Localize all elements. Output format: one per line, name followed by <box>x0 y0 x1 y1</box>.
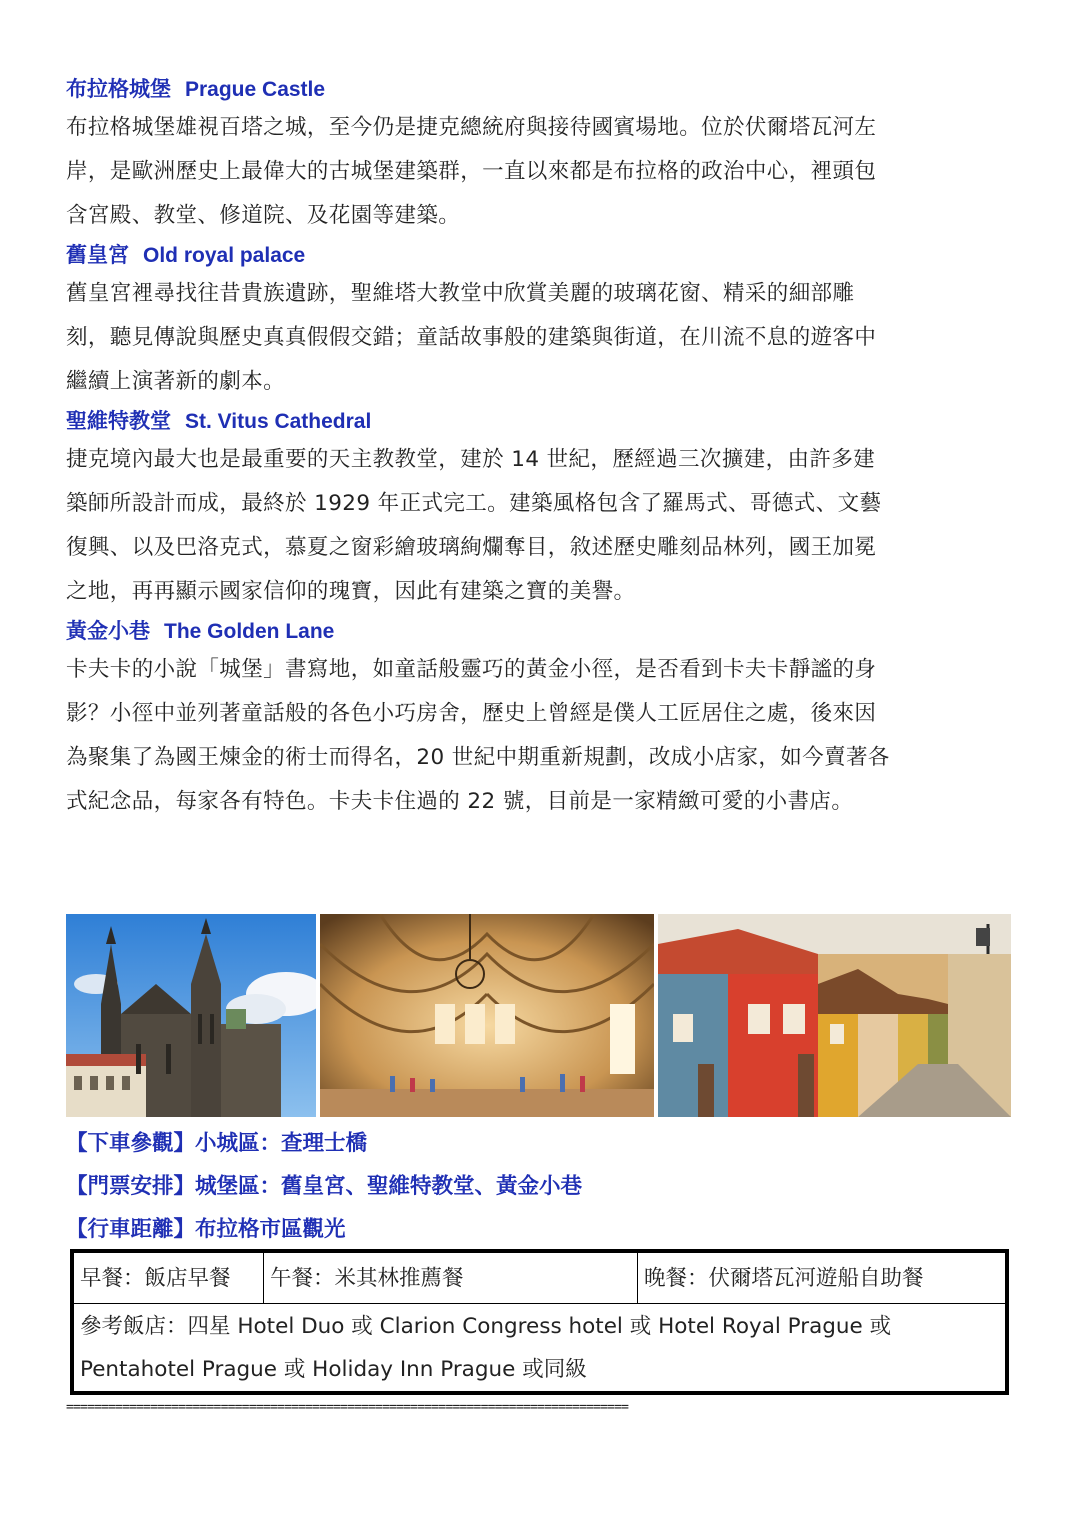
heading-en: St. Vitus Cathedral <box>185 410 372 433</box>
heading-zh: 黃金小巷 <box>66 619 150 643</box>
section-heading <box>66 614 1011 648</box>
paragraph-line: 岸，是歐洲歷史上最偉大的古城堡建築群，一直以來都是布拉格的政治中心，裡頭包 <box>66 159 877 184</box>
hotel-line: Pentahotel Prague 或 Holiday Inn Prague 或同級 <box>80 1357 587 1382</box>
paragraph-line: 築師所設計而成，最終於 1929 年正式完工。建築風格包含了羅馬式、哥德式、文藝 <box>66 491 882 516</box>
heading-zh: 舊皇宮 <box>66 243 129 267</box>
paragraph-line: 舊皇宮裡尋找往昔貴族遺跡，聖維塔大教堂中欣賞美麗的玻璃花窗、精采的細部雕 <box>66 281 855 306</box>
paragraph-line: 刻，聽見傳說與歷史真真假假交錯；童話故事般的建築與街道，在川流不息的遊客中 <box>66 325 877 350</box>
section-divider: ================================================================================ <box>66 1400 629 1415</box>
heading-en: Prague Castle <box>185 78 326 101</box>
hotel-line: 參考飯店：四星 Hotel Duo 或 Clarion Congress hotel 或 Hotel Royal Prague 或 <box>80 1314 892 1339</box>
note-tickets: 【門票安排】城堡區：舊皇宮、聖維特教堂、黃金小巷 <box>66 1174 583 1199</box>
breakfast-cell: 早餐：飯店早餐 <box>74 1253 264 1303</box>
paragraph-line: 式紀念品，每家各有特色。卡夫卡住過的 22 號，目前是一家精緻可愛的小書店。 <box>66 789 854 814</box>
paragraph-line: 復興、以及巴洛克式，慕夏之窗彩繪玻璃絢爛奪目，敘述歷史雕刻品林列，國王加冕 <box>66 535 877 560</box>
paragraph-line: 含宮殿、教堂、修道院、及花園等建築。 <box>66 203 461 228</box>
tour-notes <box>66 1122 1011 1251</box>
section-heading <box>66 404 1011 438</box>
itinerary-content <box>66 72 1011 824</box>
lunch-cell: 午餐：米其林推薦餐 <box>264 1253 638 1303</box>
golden-lane-photo <box>658 914 1011 1117</box>
paragraph-line: 捷克境內最大也是最重要的天主教教堂，建於 14 世紀，歷經過三次擴建，由許多建 <box>66 447 876 472</box>
heading-en: Old royal palace <box>143 244 306 267</box>
dinner-cell: 晚餐：伏爾塔瓦河遊船自助餐 <box>644 1266 924 1291</box>
section-paragraph <box>66 272 1011 404</box>
heading-en: The Golden Lane <box>164 620 335 643</box>
paragraph-line: 卡夫卡的小說「城堡」書寫地，如童話般靈巧的黃金小徑，是否看到卡夫卡靜謐的身 <box>66 657 877 682</box>
section-paragraph <box>66 106 1011 238</box>
note-driving: 【行車距離】布拉格市區觀光 <box>66 1217 346 1242</box>
heading-zh: 聖維特教堂 <box>66 409 171 433</box>
meal-hotel-table <box>70 1249 1009 1395</box>
heading-zh: 布拉格城堡 <box>66 77 171 101</box>
cathedral-photo <box>66 914 316 1117</box>
paragraph-line: 布拉格城堡雄視百塔之城，至今仍是捷克總統府與接待國賓場地。位於伏爾塔瓦河左 <box>66 115 877 140</box>
paragraph-line: 為聚集了為國王煉金的術士而得名，20 世紀中期重新規劃，改成小店家，如今賣著各 <box>66 745 890 770</box>
section-heading <box>66 72 1011 106</box>
paragraph-line: 影？小徑中並列著童話般的各色小巧房舍，歷史上曾經是僕人工匠居住之處，後來因 <box>66 701 877 726</box>
hotel-row <box>80 1305 997 1391</box>
section-heading <box>66 238 1011 272</box>
section-paragraph <box>66 438 1011 614</box>
vladislav-hall-photo <box>320 914 654 1117</box>
paragraph-line: 繼續上演著新的劇本。 <box>66 369 286 394</box>
meals-row <box>74 1253 1005 1304</box>
photo-strip <box>66 914 1011 1117</box>
section-paragraph <box>66 648 1011 824</box>
paragraph-line: 之地，再再顯示國家信仰的瑰寶，因此有建築之寶的美譽。 <box>66 579 636 604</box>
note-photo-stop: 【下車參觀】小城區：查理士橋 <box>66 1131 368 1156</box>
